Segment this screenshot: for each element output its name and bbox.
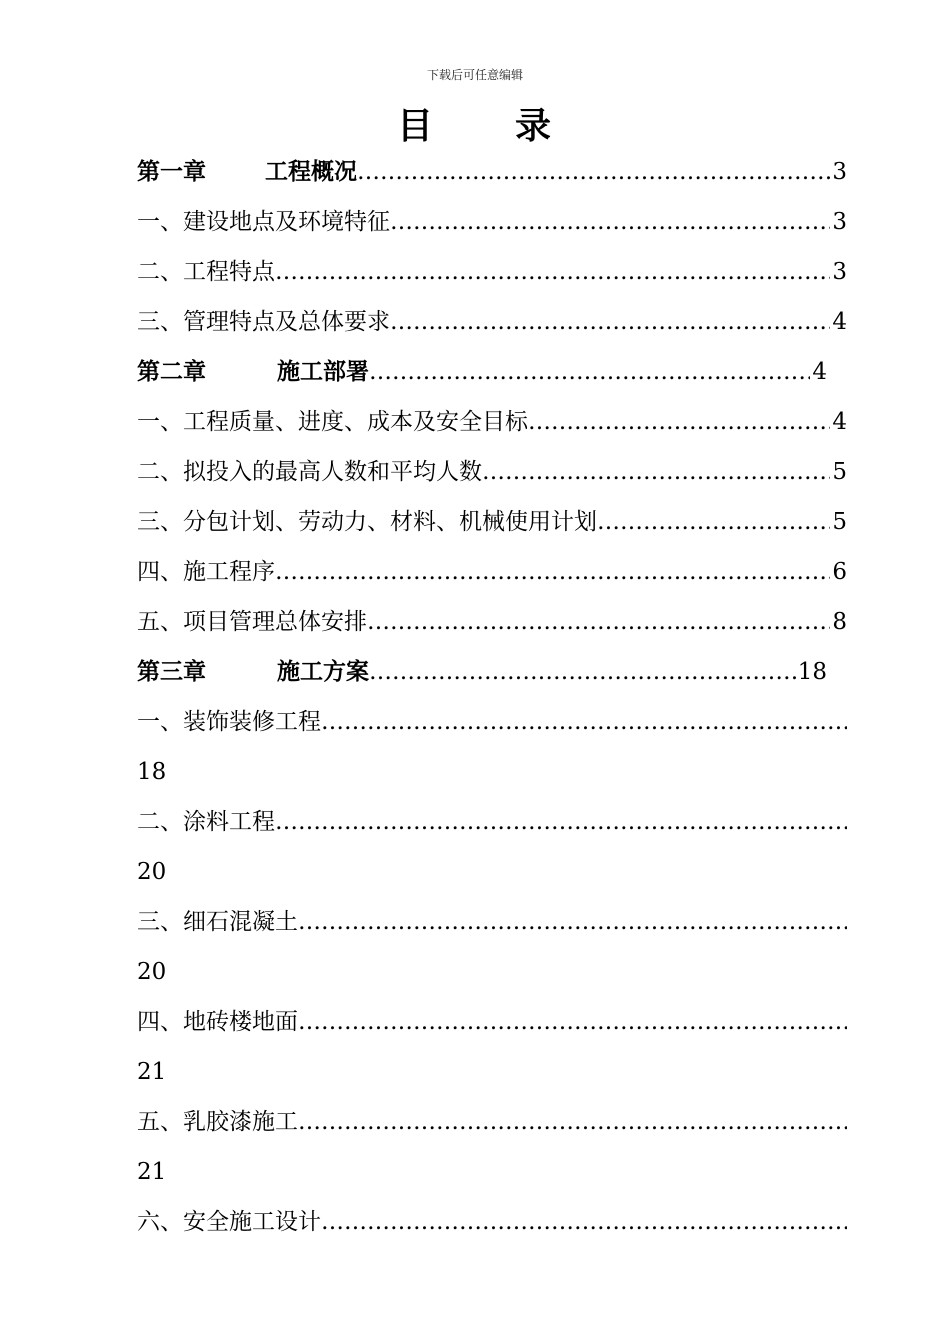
chapter-title: 施工方案 [277, 658, 369, 685]
item-label: 二、拟投入的最高人数和平均人数 [137, 459, 482, 485]
leader-dots [367, 597, 830, 647]
item-label: 一、工程质量、进度、成本及安全目标 [137, 409, 528, 435]
toc-chapter-1[interactable] [137, 147, 847, 197]
title-char-2: 录 [515, 105, 554, 147]
item-label: 三、分包计划、劳动力、材料、机械使用计划 [137, 509, 597, 535]
leader-dots [275, 547, 830, 597]
page-number: 3 [832, 209, 847, 235]
leader-dots [275, 247, 830, 297]
toc-item[interactable] [137, 597, 847, 647]
chapter-number: 第三章 [137, 658, 206, 685]
page-number: 5 [832, 459, 847, 485]
title-char-1: 目 [396, 105, 435, 147]
page-number: 21 [137, 1059, 167, 1085]
page-number: 18 [797, 659, 827, 685]
leader-dots [357, 147, 830, 197]
page-number: 20 [137, 859, 167, 885]
toc-item[interactable] [137, 297, 847, 347]
item-label: 二、涂料工程 [137, 809, 275, 835]
item-label: 三、细石混凝土 [137, 909, 298, 935]
leader-dots [369, 647, 796, 697]
toc-item[interactable] [137, 547, 847, 597]
page-number: 4 [812, 359, 827, 385]
page-number: 4 [832, 309, 847, 335]
leader-dots [482, 447, 830, 497]
toc-chapter-3[interactable] [137, 647, 847, 697]
leader-dots [298, 1097, 847, 1147]
toc-item[interactable] [137, 697, 847, 747]
page-number: 20 [137, 959, 167, 985]
page-number: 21 [137, 1159, 167, 1185]
item-label: 五、乳胶漆施工 [137, 1109, 298, 1135]
page-number: 6 [832, 559, 847, 585]
leader-dots [321, 1197, 847, 1247]
leader-dots [298, 997, 847, 1047]
table-of-contents [137, 147, 847, 1247]
page-number: 4 [832, 409, 847, 435]
leader-dots [321, 697, 847, 747]
toc-item[interactable] [137, 247, 847, 297]
leader-dots [298, 897, 847, 947]
toc-item[interactable] [137, 497, 847, 547]
toc-item[interactable] [137, 397, 847, 447]
page-number: 18 [137, 759, 167, 785]
page-title [0, 98, 950, 149]
page-number: 5 [832, 509, 847, 535]
item-label: 五、项目管理总体安排 [137, 609, 367, 635]
item-label: 四、地砖楼地面 [137, 1009, 298, 1035]
page-number: 3 [832, 259, 847, 285]
leader-dots [390, 297, 830, 347]
toc-item[interactable] [137, 797, 847, 847]
chapter-number: 第二章 [137, 358, 206, 385]
item-label: 四、施工程序 [137, 559, 275, 585]
item-label: 一、建设地点及环境特征 [137, 209, 390, 235]
chapter-title: 施工部署 [277, 358, 369, 385]
leader-dots [390, 197, 830, 247]
chapter-number: 第一章 [137, 158, 206, 185]
toc-item[interactable] [137, 1097, 847, 1147]
toc-item[interactable] [137, 997, 847, 1047]
item-label: 二、工程特点 [137, 259, 275, 285]
item-label: 三、管理特点及总体要求 [137, 309, 390, 335]
toc-item[interactable] [137, 197, 847, 247]
header-note: 下载后可任意编辑 [426, 68, 523, 82]
toc-item[interactable] [137, 1197, 847, 1247]
item-label: 六、安全施工设计 [137, 1209, 321, 1235]
chapter-title: 工程概况 [265, 158, 357, 185]
leader-dots [597, 497, 830, 547]
leader-dots [275, 797, 847, 847]
toc-chapter-2[interactable] [137, 347, 847, 397]
leader-dots [528, 397, 830, 447]
leader-dots [369, 347, 810, 397]
item-label: 一、装饰装修工程 [137, 709, 321, 735]
page-number: 8 [832, 609, 847, 635]
page-number: 3 [832, 159, 847, 185]
toc-item[interactable] [137, 897, 847, 947]
toc-item[interactable] [137, 447, 847, 497]
